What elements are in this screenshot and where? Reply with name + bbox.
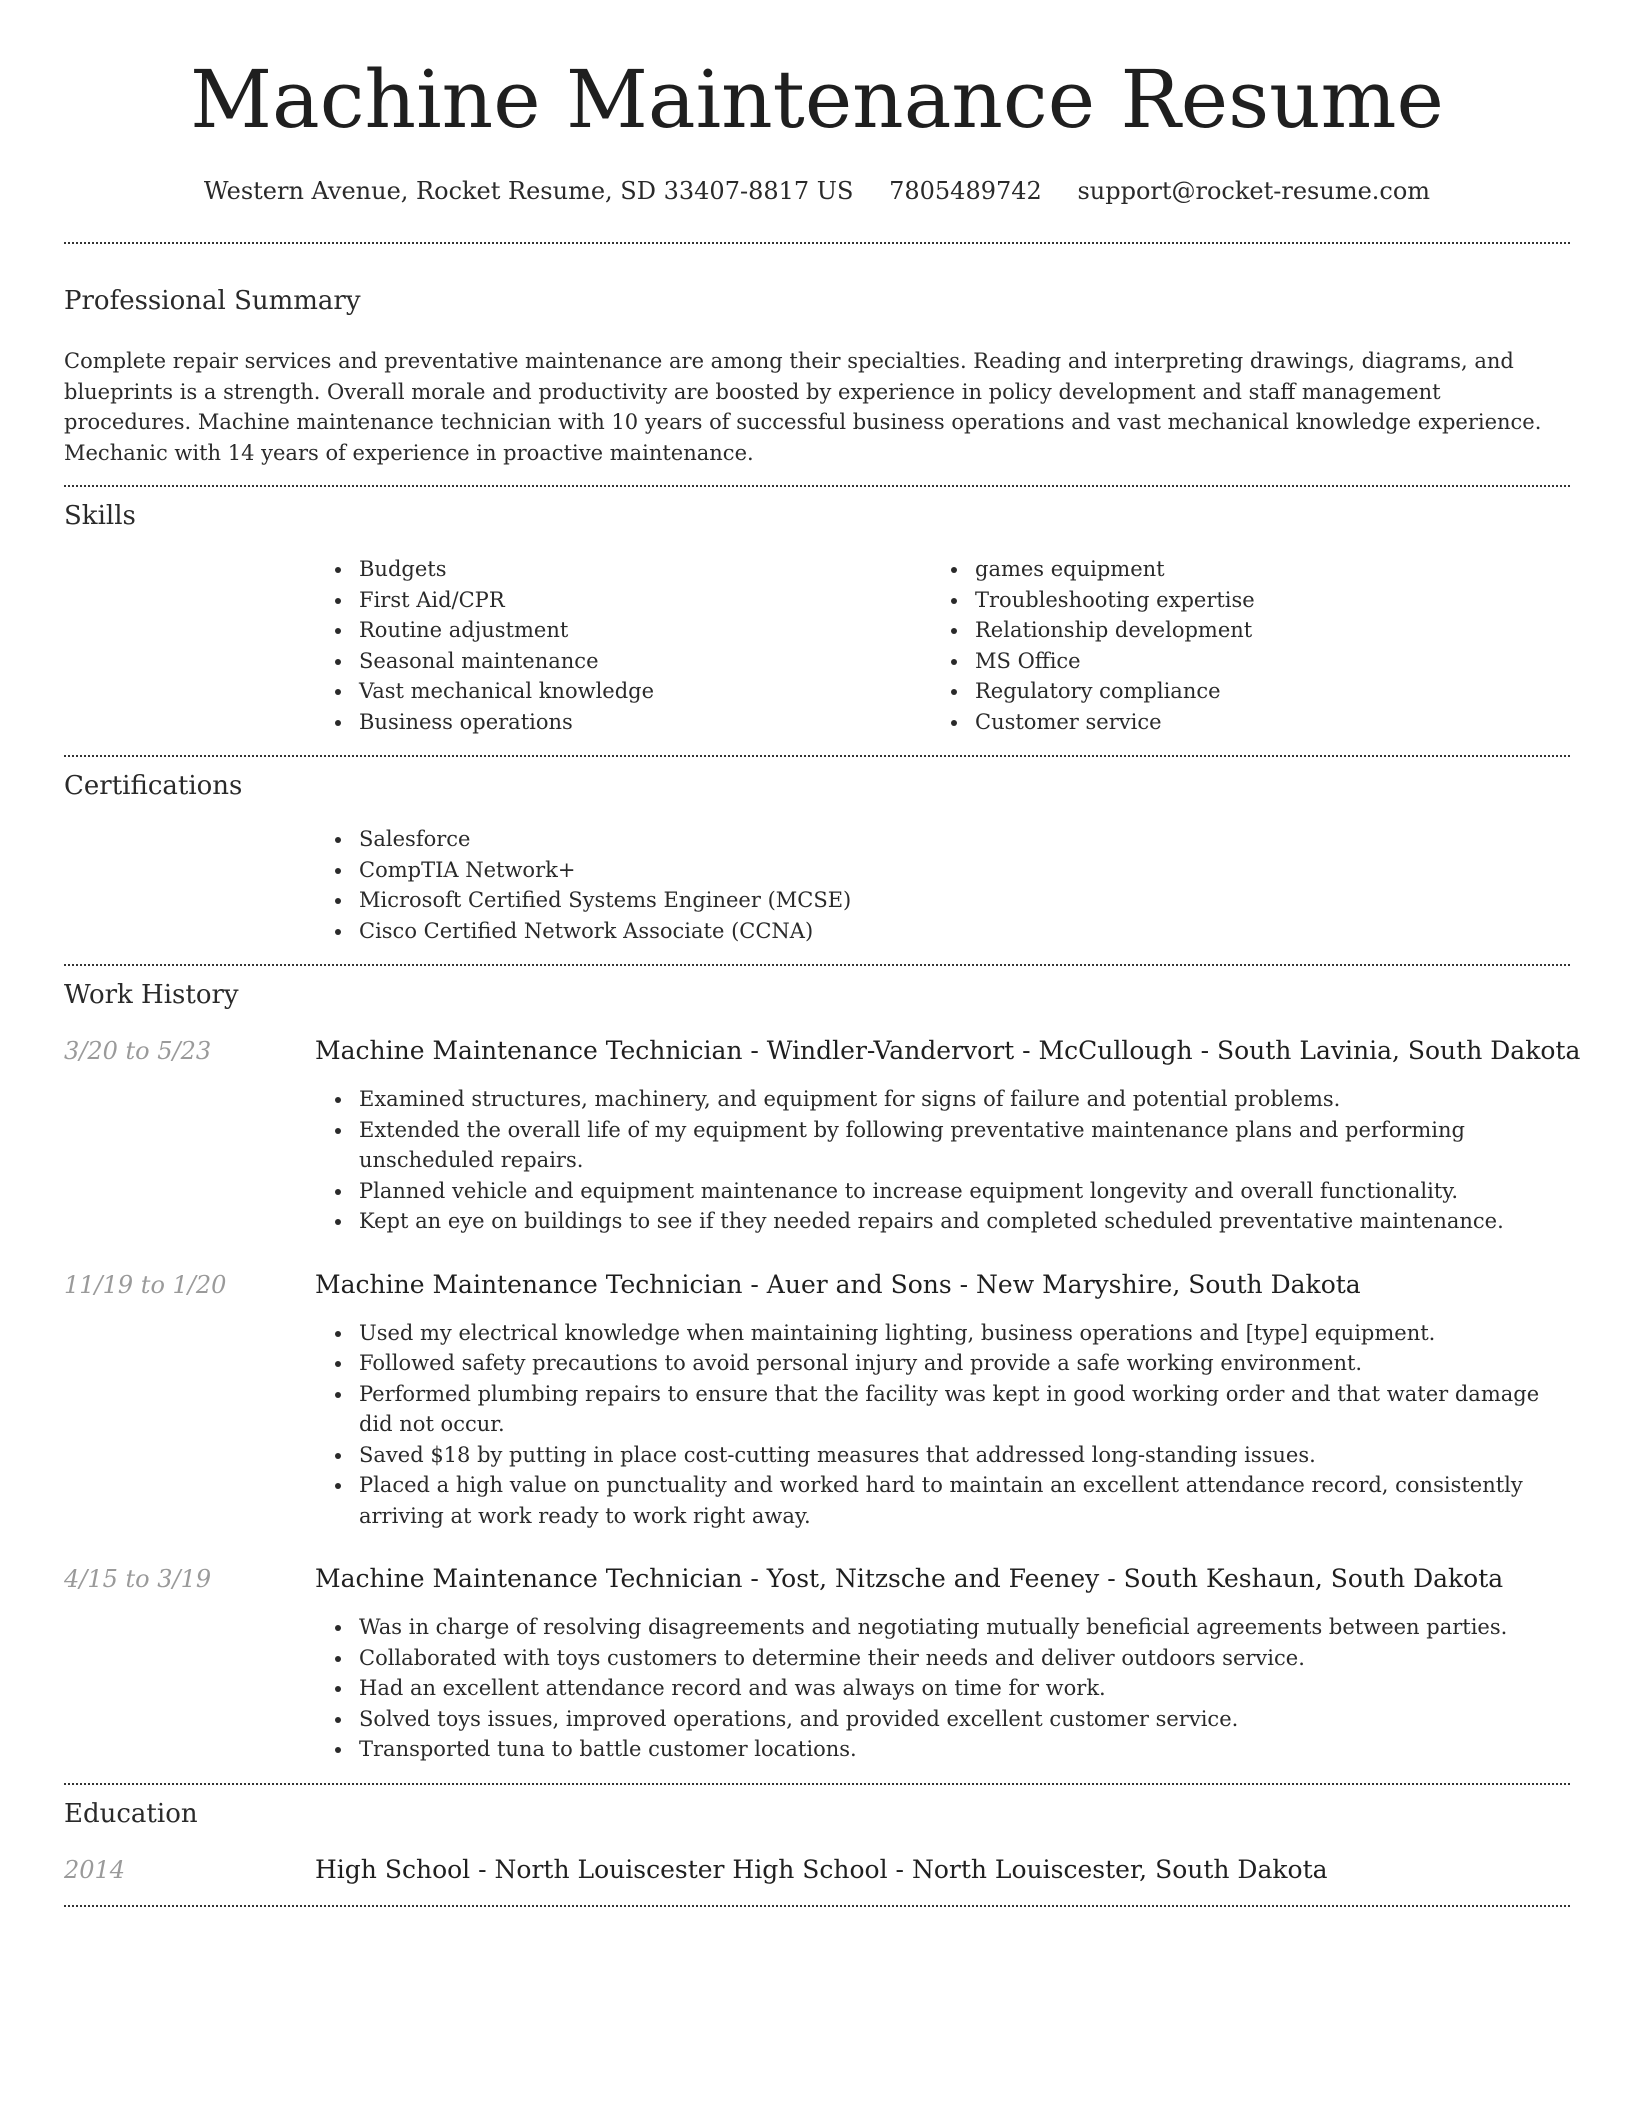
job-list: [64, 1036, 1581, 1765]
job-bullet: Planned vehicle and equipment maintenance to increase equipment longevity and overall functionality.: [359, 1176, 1570, 1207]
section-certifications: [64, 770, 1570, 946]
skills-list-right: [931, 554, 1547, 737]
job-title: Machine Maintenance Technician - Windler-Vandervort - McCullough - South Lavinia, South Dakota: [315, 1036, 1581, 1065]
job-header: [64, 1564, 1570, 1594]
job-bullet: Extended the overall life of my equipment by following preventative maintenance plans and performing unscheduled repairs.: [359, 1115, 1570, 1176]
divider: [64, 242, 1570, 244]
job-bullet: Saved $18 by putting in place cost-cutting measures that addressed long-standing issues.: [359, 1440, 1570, 1471]
job-bullet: Kept an eye on buildings to see if they needed repairs and completed scheduled preventative maintenance.: [359, 1206, 1570, 1237]
job-bullets: [315, 1318, 1570, 1532]
job-bullet: Was in charge of resolving disagreements and negotiating mutually beneficial agreements between parties.: [359, 1612, 1570, 1643]
job-header: [64, 1036, 1581, 1066]
job-bullet: Solved toys issues, improved operations, and provided excellent customer service.: [359, 1704, 1570, 1735]
contact-line: [64, 176, 1570, 206]
summary-text: Complete repair services and preventative maintenance are among their specialties. Reading and interpreting drawings, diagrams, and blueprints is a strength. Overall morale and productivity are boosted by experience in policy development and staff management procedures. Machine maintenance technician with 10 years of successful business operations and vast mechanical knowledge experience. Mechanic with 14 years of experience in proactive maintenance.: [64, 349, 1542, 465]
certification-item: Cisco Certified Network Associate (CCNA): [359, 916, 1570, 947]
skill-item: games equipment: [975, 554, 1547, 585]
skill-item: Seasonal maintenance: [359, 646, 931, 677]
resume-title: Machine Maintenance Resume: [190, 53, 1444, 146]
job-dates: 3/20 to 5/23: [64, 1037, 212, 1065]
skill-item: Customer service: [975, 707, 1547, 738]
skill-item: Vast mechanical knowledge: [359, 676, 931, 707]
job-bullet: Examined structures, machinery, and equipment for signs of failure and potential problems.: [359, 1084, 1570, 1115]
section-heading-summary: Professional Summary: [64, 286, 361, 316]
job-bullet: Collaborated with toys customers to determine their needs and deliver outdoors service.: [359, 1643, 1570, 1674]
skill-item: Troubleshooting expertise: [975, 585, 1547, 616]
job-bullets: [315, 1084, 1570, 1237]
skill-item: Relationship development: [975, 615, 1547, 646]
skill-item: Regulatory compliance: [975, 676, 1547, 707]
skill-item: Routine adjustment: [359, 615, 931, 646]
section-education: [64, 1798, 1570, 1885]
section-skills: [64, 500, 1570, 737]
contact-phone: 7805489742: [889, 177, 1042, 205]
contact-address: Western Avenue, Rocket Resume, SD 33407-8817 US: [203, 177, 854, 205]
job-bullet: Followed safety precautions to avoid personal injury and provide a safe working environment.: [359, 1348, 1570, 1379]
section-heading-work: Work History: [64, 980, 239, 1010]
skill-item: MS Office: [975, 646, 1547, 677]
resume-page: [64, 0, 1581, 1907]
education-year: 2014: [64, 1855, 126, 1884]
job-title: Machine Maintenance Technician - Auer and Sons - New Maryshire, South Dakota: [315, 1269, 1361, 1299]
education-entry: [64, 1855, 1570, 1885]
skills-columns: [315, 554, 1570, 737]
job-bullet: Placed a high value on punctuality and worked hard to maintain an excellent attendance record, consistently arriving at work ready to work right away.: [359, 1470, 1570, 1531]
job-entry: [64, 1564, 1570, 1765]
job-header: [64, 1270, 1570, 1300]
job-entry: [64, 1036, 1581, 1237]
job-dates: 4/15 to 3/19: [64, 1565, 212, 1593]
section-heading-skills: Skills: [64, 501, 136, 531]
section-heading-education: Education: [64, 1798, 198, 1829]
job-dates: 11/19 to 1/20: [64, 1270, 227, 1299]
skills-column-right: [931, 554, 1547, 737]
section-work-history: [64, 979, 1581, 1765]
certification-item: CompTIA Network+: [359, 855, 1570, 886]
skill-item: Business operations: [359, 707, 931, 738]
job-bullets: [315, 1612, 1570, 1765]
section-summary: [64, 285, 1570, 468]
job-bullet: Transported tuna to battle customer locations.: [359, 1734, 1570, 1765]
skill-item: First Aid/CPR: [359, 585, 931, 616]
divider: [64, 755, 1570, 757]
skills-column-left: [315, 554, 931, 737]
certification-item: Salesforce: [359, 824, 1570, 855]
skill-item: Budgets: [359, 554, 931, 585]
job-bullet: Performed plumbing repairs to ensure that the facility was kept in good working order and that water damage did not occur.: [359, 1379, 1570, 1440]
divider: [64, 1783, 1570, 1785]
divider: [64, 1905, 1570, 1907]
job-bullet: Used my electrical knowledge when maintaining lighting, business operations and [type] equipment.: [359, 1318, 1570, 1349]
divider: [64, 964, 1570, 966]
section-heading-certifications: Certifications: [64, 771, 243, 801]
education-detail: High School - North Louiscester High School - North Louiscester, South Dakota: [315, 1854, 1328, 1884]
contact-email: support@rocket-resume.com: [1077, 177, 1431, 205]
skills-list-left: [315, 554, 931, 737]
job-bullet: Had an excellent attendance record and was always on time for work.: [359, 1673, 1570, 1704]
certification-item: Microsoft Certified Systems Engineer (MCSE): [359, 885, 1570, 916]
divider: [64, 485, 1570, 487]
job-title: Machine Maintenance Technician - Yost, Nitzsche and Feeney - South Keshaun, South Dakota: [315, 1564, 1504, 1593]
certifications-list: [315, 824, 1570, 946]
job-entry: [64, 1270, 1570, 1532]
